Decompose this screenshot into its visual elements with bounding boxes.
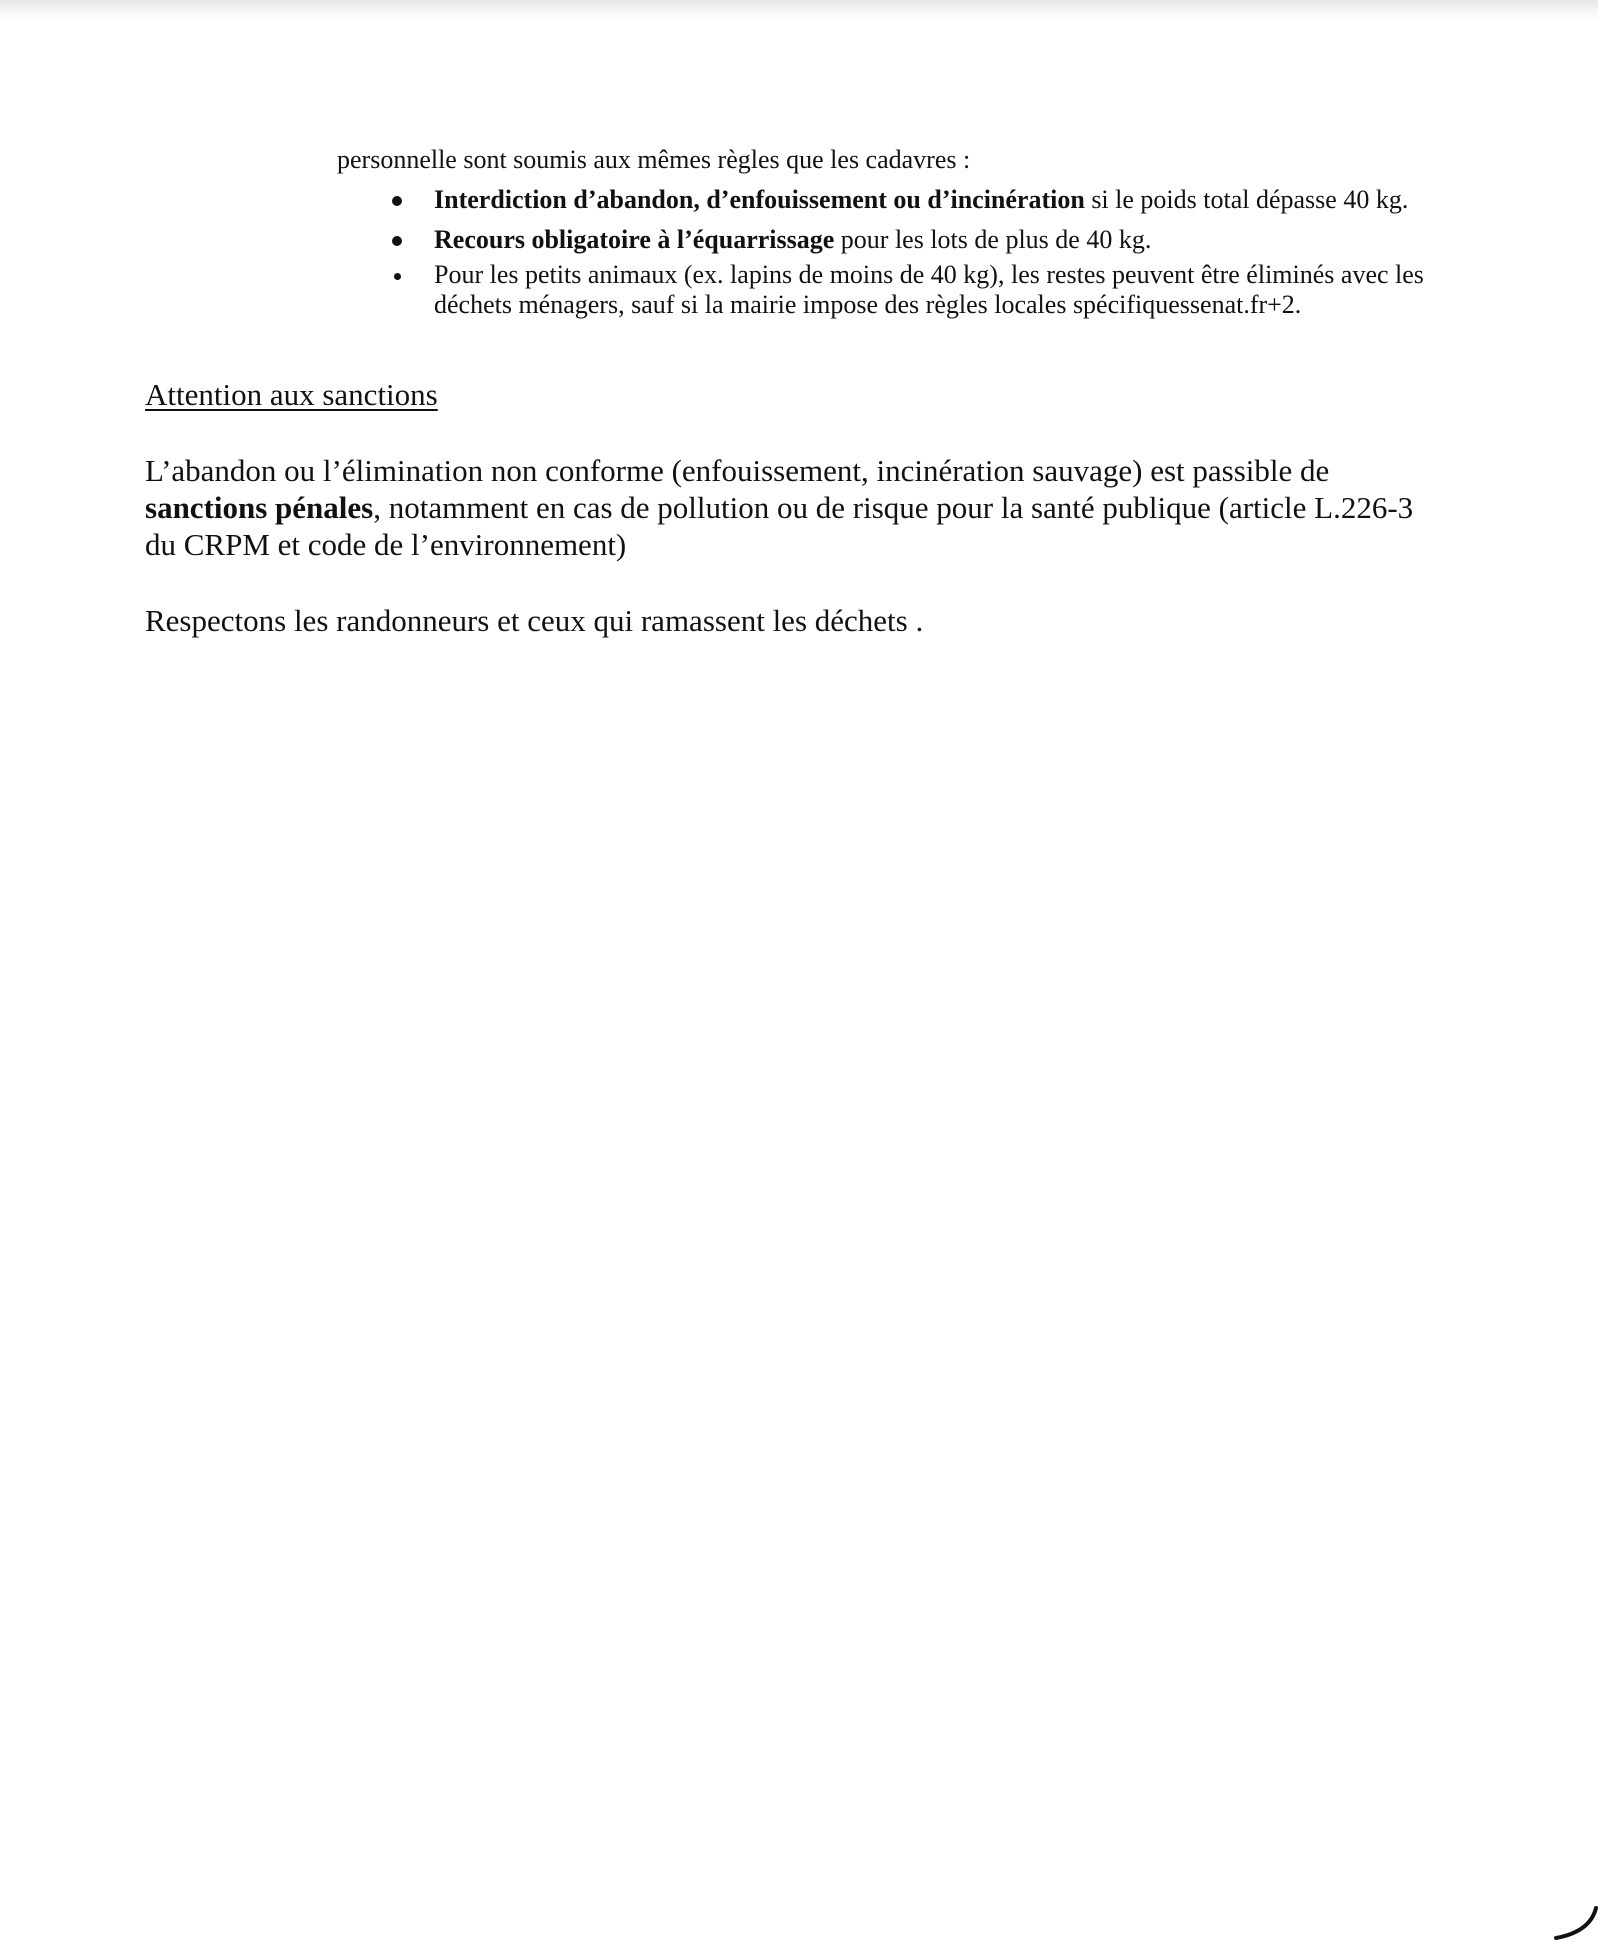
- closing-sentence: Respectons les randonneurs et ceux qui ramassent les déchets .: [145, 603, 924, 638]
- list-item-text: [434, 185, 1408, 214]
- bullet-icon: [392, 196, 402, 206]
- list-item-bold: Interdiction d’abandon, d’enfouissement ou d’incinération: [434, 185, 1085, 214]
- list-item-bold: Recours obligatoire à l’équarrissage: [434, 225, 835, 254]
- paragraph-bold-text: sanctions pénales: [145, 490, 374, 525]
- list-item-text: [434, 260, 1424, 319]
- bullet-icon: [392, 236, 402, 246]
- bullet-icon: [394, 273, 401, 280]
- list-item-rest: pour les lots de plus de 40 kg.: [834, 225, 1152, 254]
- list-item: [0, 260, 1434, 320]
- paragraph-text-end: , notamment en cas de pollution ou de risque pour la santé publique (article L.226-3 du CRPM et code de l’environnement): [145, 490, 1414, 562]
- section-heading: Attention aux sanctions: [145, 377, 438, 412]
- list-item-text: [434, 225, 1151, 254]
- paragraph-text-start: L’abandon ou l’élimination non conforme (enfouissement, incinération sauvage) est passible de: [145, 453, 1330, 488]
- intro-line: personnelle sont soumis aux mêmes règles que les cadavres :: [337, 145, 971, 174]
- page-curl-icon: [1552, 1906, 1598, 1940]
- list-item-rest: Pour les petits animaux (ex. lapins de moins de 40 kg), les restes peuvent être éliminés avec les déchets ménagers, sauf si la mairie impose des règles locales spécifiquessenat.fr+2.: [434, 260, 1424, 319]
- list-item: [0, 224, 1598, 256]
- list-item: [0, 184, 1598, 216]
- rules-list: [0, 184, 1598, 320]
- sanctions-paragraph: [145, 452, 1445, 563]
- list-item-rest: si le poids total dépasse 40 kg.: [1084, 185, 1409, 214]
